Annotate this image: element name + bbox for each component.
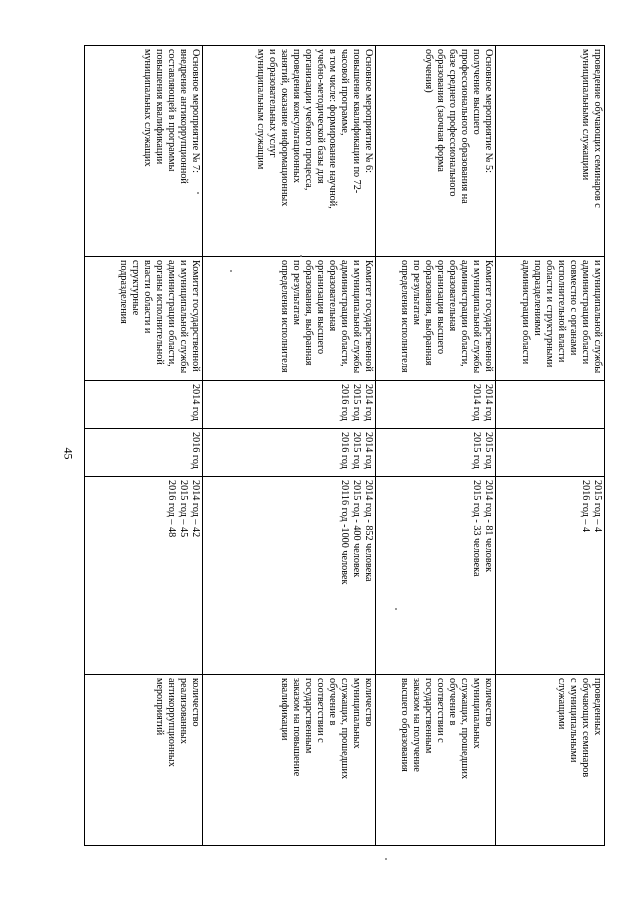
cell-line: по результатам xyxy=(291,260,302,326)
cell-line: обучения) xyxy=(423,49,434,93)
cell-line: 2014 год – 42 xyxy=(190,480,201,538)
cell-line: Комитет государственной xyxy=(363,260,374,372)
cell-line: обучающих семинаров xyxy=(580,678,591,778)
cell-line: реализованных xyxy=(178,678,189,744)
cell-event xyxy=(496,46,605,257)
cell-indicator xyxy=(496,675,605,846)
cell-line: количество xyxy=(190,678,201,727)
cell-line: внедрение антикоррупционной xyxy=(178,49,189,184)
cell-line: муниципальным служащим xyxy=(255,49,266,170)
cell-line: Основное мероприятие № 6: xyxy=(363,49,374,173)
cell-line: заказом на повышение xyxy=(291,678,302,777)
cell-start xyxy=(496,381,605,429)
cell-line: организации учебного процесса, xyxy=(303,49,314,191)
cell-line: администрации области xyxy=(520,260,531,365)
cell-line: муниципальных xyxy=(351,678,362,749)
cell-indicator xyxy=(203,675,376,846)
cell-executor xyxy=(203,257,376,381)
cell-line: количество xyxy=(363,678,374,727)
cell-line: 2016 год xyxy=(190,432,201,469)
cell-executor xyxy=(496,257,605,381)
cell-line: заказом на получение xyxy=(411,678,422,772)
cell-line: государственным xyxy=(423,678,434,754)
cell-line: и муниципальной службы xyxy=(178,260,189,374)
cell-line: исполнительной власти xyxy=(556,260,567,363)
cell-line: 2015 год xyxy=(471,432,482,469)
cell-indicator xyxy=(376,675,496,846)
rotated-page xyxy=(85,45,605,845)
scan-speck xyxy=(385,858,387,860)
cell-line: 2014 год - 81 человек xyxy=(483,480,494,573)
cell-line: учебно-методической базы для xyxy=(315,49,326,184)
cell-line: 2016 год – 48 xyxy=(166,480,177,538)
cell-volume xyxy=(376,477,496,675)
cell-line: подразделениями xyxy=(532,260,543,336)
cell-volume xyxy=(203,477,376,675)
scan-speck xyxy=(300,255,302,257)
cell-volume xyxy=(496,477,605,675)
cell-volume xyxy=(85,477,203,675)
cell-line: Комитет государственной xyxy=(190,260,201,372)
cell-line: определения исполнителя xyxy=(279,260,290,373)
cell-line: администрации области, xyxy=(166,260,177,367)
cell-line: 2015 год – 4 xyxy=(592,480,603,533)
cell-line: власти области и xyxy=(142,260,153,334)
cell-line: 2016 год xyxy=(339,432,350,469)
cell-start xyxy=(376,381,496,429)
cell-line: служащих, прошедших xyxy=(339,678,350,780)
measures-table xyxy=(84,45,605,846)
cell-line: занятий, оказание информационных xyxy=(279,49,290,207)
cell-end xyxy=(85,429,203,477)
cell-line: обучение в xyxy=(327,678,338,726)
cell-line: и муниципальной службы xyxy=(471,260,482,374)
cell-line: 2015 год - 33 человека xyxy=(471,480,482,577)
cell-line: и образовательных услуг xyxy=(267,49,278,158)
cell-start xyxy=(203,381,376,429)
cell-line: служащими xyxy=(556,678,567,730)
cell-line: мероприятий xyxy=(154,678,165,736)
table-row xyxy=(376,46,496,846)
cell-start xyxy=(85,381,203,429)
cell-line: высшего образования xyxy=(399,678,410,772)
scan-speck xyxy=(395,608,397,610)
cell-line: проведение обучающих семинаров с xyxy=(592,49,603,208)
cell-line: государственным xyxy=(303,678,314,754)
cell-line: Основное мероприятие № 5: xyxy=(483,49,494,173)
cell-line: профессионального образования на xyxy=(459,49,470,204)
cell-line: администрации области, xyxy=(339,260,350,367)
cell-indicator xyxy=(85,675,203,846)
cell-line: 2015 год xyxy=(483,432,494,469)
cell-line: 2016 год – 4 xyxy=(580,480,591,533)
cell-line: 2014 год - 852 человека xyxy=(363,480,374,582)
cell-line: 2015 год xyxy=(351,384,362,421)
cell-line: 20116 год -1000 человек xyxy=(339,480,350,585)
cell-line: 2015 год – 45 xyxy=(178,480,189,538)
cell-event xyxy=(85,46,203,257)
cell-line: и муниципальной службы xyxy=(592,260,603,374)
cell-line: определения исполнителя xyxy=(399,260,410,373)
scan-speck xyxy=(230,270,232,272)
cell-line: получение высшего xyxy=(471,49,482,135)
cell-line: 2015 год xyxy=(351,432,362,469)
cell-event xyxy=(203,46,376,257)
cell-line: подразделения xyxy=(118,260,129,324)
cell-line: области и структурными xyxy=(544,260,555,368)
cell-line: образования (заочная форма xyxy=(435,49,446,172)
cell-line: организация высшего xyxy=(315,260,326,355)
table-row xyxy=(496,46,605,846)
cell-line: по результатам xyxy=(411,260,422,326)
cell-line: соответствии с xyxy=(315,678,326,743)
cell-line: структурные xyxy=(130,260,141,316)
cell-line: Комитет государственной xyxy=(483,260,494,372)
cell-executor xyxy=(376,257,496,381)
cell-line: образовательная xyxy=(327,260,338,332)
cell-line: 2014 год xyxy=(471,384,482,421)
cell-line: проведения консультационных xyxy=(291,49,302,183)
cell-line: повышения квалификации xyxy=(154,49,165,165)
cell-line: проведенных xyxy=(592,678,603,736)
cell-line: составляющей в программы xyxy=(166,49,177,172)
cell-line: муниципальных xyxy=(471,678,482,749)
cell-line: повышение квалификации по 72- xyxy=(351,49,362,194)
cell-line: 2014 год xyxy=(363,384,374,421)
table-row xyxy=(85,46,203,846)
cell-line: часовой программе, xyxy=(339,49,350,136)
cell-line: 2015 год - 400 человек xyxy=(351,480,362,578)
cell-line: с муниципальными xyxy=(568,678,579,763)
cell-line: 2014 год xyxy=(483,384,494,421)
cell-line: образования, выбранная xyxy=(423,260,434,366)
cell-line: и муниципальной службы xyxy=(351,260,362,374)
cell-line: обучение в xyxy=(447,678,458,726)
page-number: 45 xyxy=(61,447,76,460)
cell-line: служащих, прошедших xyxy=(459,678,470,780)
cell-line: квалификации xyxy=(279,678,290,741)
cell-line: совместно с органами xyxy=(568,260,579,356)
cell-end xyxy=(203,429,376,477)
cell-line: организация высшего xyxy=(435,260,446,355)
cell-line: муниципальных служащих xyxy=(142,49,153,167)
cell-line: администрации области xyxy=(580,260,591,365)
cell-line: органы исполнительной xyxy=(154,260,165,365)
cell-line: образования, выбранная xyxy=(303,260,314,366)
cell-line: образовательная xyxy=(447,260,458,332)
scan-speck xyxy=(197,192,199,194)
cell-line: 2016 год xyxy=(339,384,350,421)
cell-line: 2014 год xyxy=(190,384,201,421)
cell-end xyxy=(376,429,496,477)
cell-line: количество xyxy=(483,678,494,727)
cell-line: Основное мероприятие № 7: xyxy=(190,49,201,173)
cell-line: соответствии с xyxy=(435,678,446,743)
cell-event xyxy=(376,46,496,257)
table-row xyxy=(203,46,376,846)
cell-end xyxy=(496,429,605,477)
cell-line: базе среднего профессионального xyxy=(447,49,458,197)
cell-line: 2014 год xyxy=(363,432,374,469)
cell-executor xyxy=(85,257,203,381)
cell-line: в том числе: формирование научной, xyxy=(327,49,338,209)
cell-line: администрации области, xyxy=(459,260,470,367)
cell-line: антикоррупционных xyxy=(166,678,177,767)
cell-line: муниципальными служащими xyxy=(580,49,591,181)
